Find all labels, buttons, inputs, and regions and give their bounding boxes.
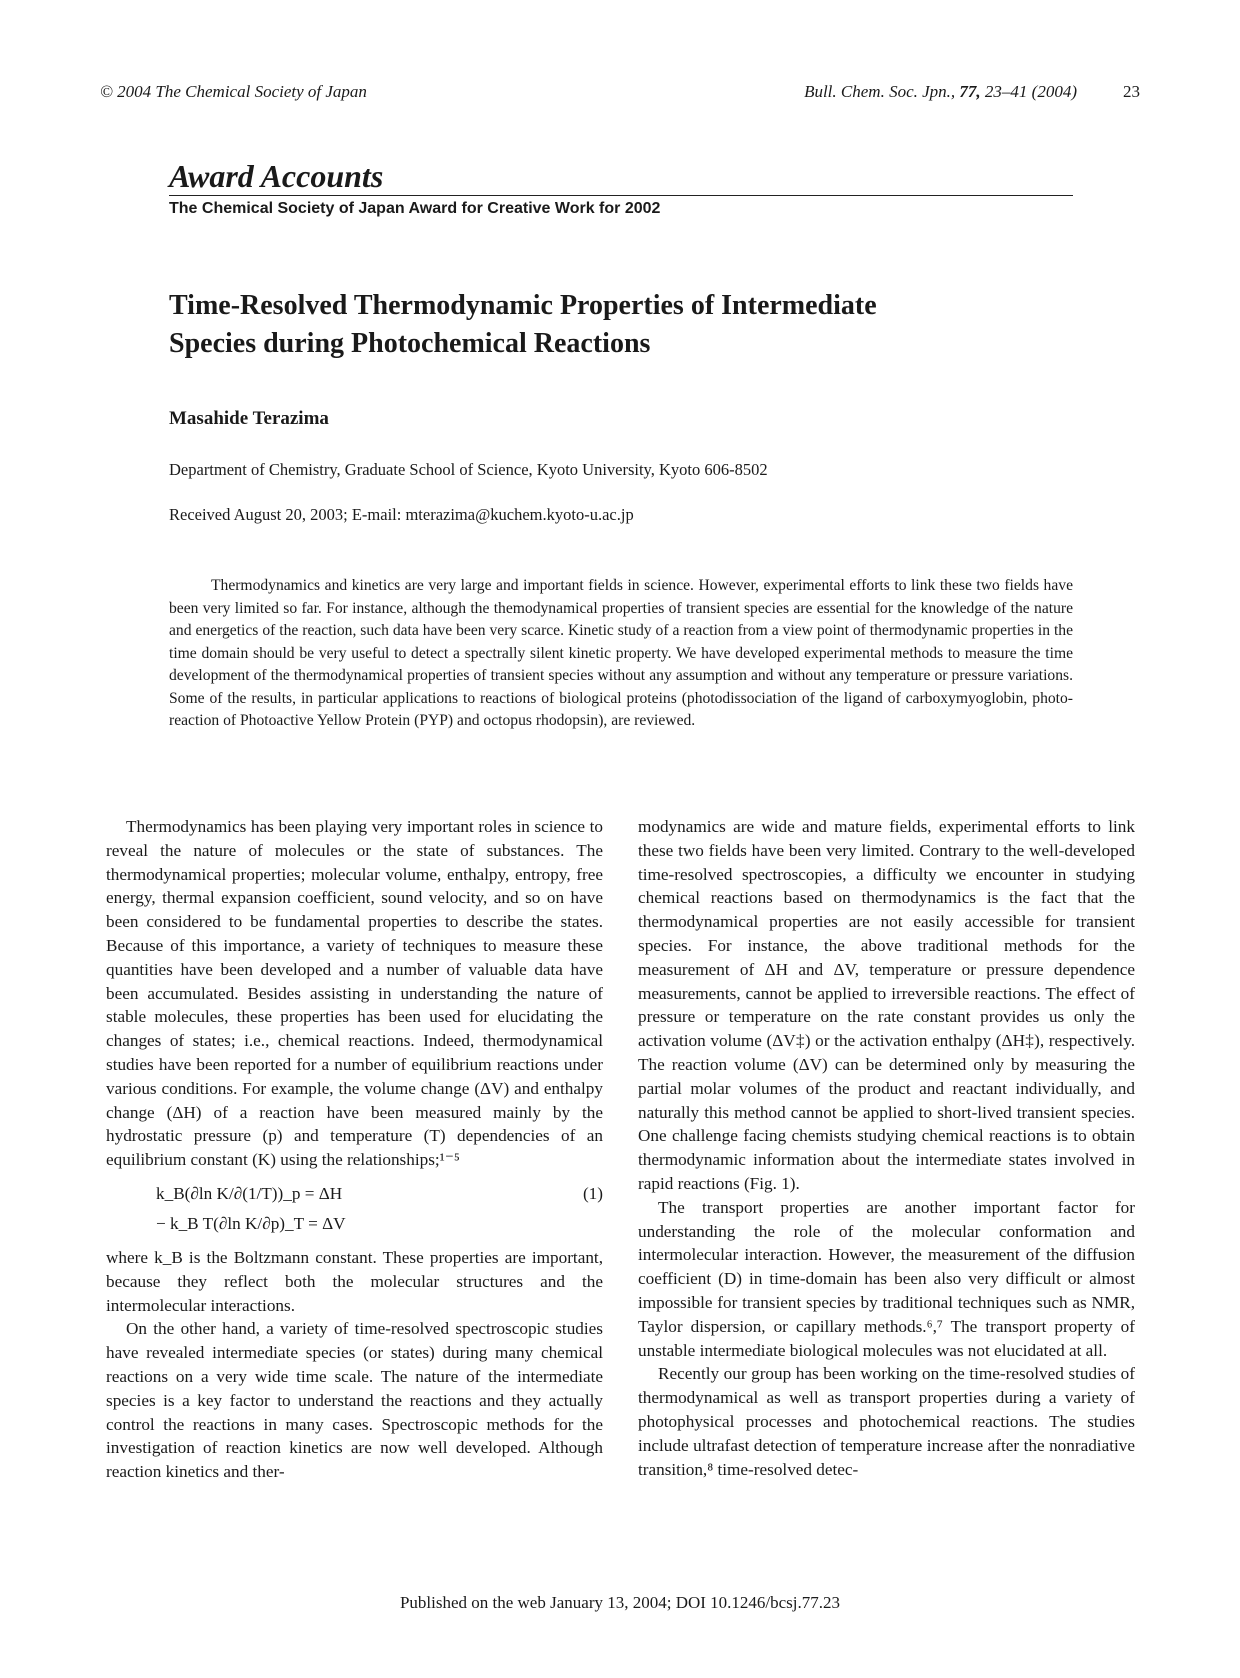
section-title: Award Accounts <box>169 158 1073 196</box>
author-name: Masahide Terazima <box>169 408 329 429</box>
received-line: Received August 20, 2003; E-mail: mterazima@kuchem.kyoto-u.ac.jp <box>169 505 634 524</box>
body-paragraph: Recently our group has been working on the time-resolved studies of thermodynamical as well as transport properties during a variety of photophysical processes and photochemical reactions. The studies include ultrafast detection of temperature increase after the nonradiative transition,⁸ time-resolved detec- <box>638 1364 1135 1479</box>
paper-title-line1: Time-Resolved Thermodynamic Properties of Intermediate <box>169 290 877 321</box>
equation-line-1: k_B(∂ln K/∂(1/T))_p = ΔH <box>156 1183 343 1203</box>
body-column-left <box>106 815 603 1484</box>
paper-title-line2: Species during Photochemical Reactions <box>169 328 651 359</box>
body-paragraph: On the other hand, a variety of time-resolved spectroscopic studies have revealed intermediate species (or states) during many chemical reactions on a very wide time scale. The nature of the intermediate species is a key factor to understand the reactions and they actually control the reactions in many cases. Spectroscopic methods for the investigation of reaction kinetics are now well developed. Although reaction kinetics and ther- <box>106 1319 603 1482</box>
journal-volume: 77, <box>959 82 981 101</box>
body-paragraph: Thermodynamics has been playing very important roles in science to reveal the nature of molecules or the state of substances. The thermodynamical properties; molecular volume, enthalpy, entropy, free energy, thermal expansion coefficient, sound velocity, and so on have been considered to be fundamental properties to describe the states. Because of this importance, a variety of techniques to measure these quantities have been developed and a number of valuable data have been accumulated. Besides assisting in understanding the nature of stable molecules, these properties has been used for elucidating the changes of states; i.e., chemical reactions. Indeed, thermodynamical studies have been reported for a number of equilibrium reactions under various conditions. For example, the volume change (ΔV) and enthalpy change (ΔH) of a reaction have been measured mainly by the hydrostatic pressure (p) and temperature (T) dependencies of an equilibrium constant (K) using the relationships;¹⁻⁵ <box>106 817 603 1170</box>
equation-number: (1) <box>582 1183 603 1203</box>
body-paragraph: where k_B is the Boltzmann constant. These properties are important, because they reflect both the molecular structures and the intermolecular interactions. <box>106 1247 603 1315</box>
section-header <box>169 158 1073 218</box>
journal-name: Bull. Chem. Soc. Jpn., <box>804 82 956 101</box>
body-paragraph: The transport properties are another important factor for understanding the role of the molecular conformation and intermolecular interaction. However, the measurement of the diffusion coefficient (D) in time-domain has been also very difficult or almost impossible for transient species by traditional techniques such as NMR, Taylor dispersion, or capillary methods.⁶,⁷ The transport property of unstable intermediate biological molecules was not elucidated at all. <box>638 1197 1135 1360</box>
body-column-right <box>638 815 1135 1481</box>
running-head <box>100 82 1140 106</box>
equation-line-2: − k_B T(∂ln K/∂p)_T = ΔV <box>156 1213 346 1233</box>
publication-footer: Published on the web January 13, 2004; DOI 10.1246/bcsj.77.23 <box>399 1593 841 1612</box>
section-subtitle: The Chemical Society of Japan Award for Creative Work for 2002 <box>169 200 661 217</box>
journal-citation <box>804 82 1077 102</box>
journal-pages-year: 23–41 (2004) <box>984 82 1077 101</box>
copyright-line: © 2004 The Chemical Society of Japan <box>100 82 367 101</box>
body-paragraph: modynamics are wide and mature fields, experimental efforts to link these two fields have been very limited. Contrary to the well-developed time-resolved spectroscopies, a difficulty we encounter in studying chemical reactions based on thermodynamics is the fact that the thermodynamical properties are not easily accessible for transient species. For instance, the above traditional methods for the measurement of ΔH and ΔV, temperature or pressure dependence measurements, cannot be applied to irreversible reactions. The effect of pressure or temperature on the rate constant provides us only the activation volume (ΔV‡) or the activation enthalpy (ΔH‡), respectively. The reaction volume (ΔV) can be determined only by measuring the partial molar volumes of the product and reactant individually, and naturally this method cannot be applied to short-lived transient species. One challenge facing chemists studying chemical reactions is to obtain thermodynamic information about the intermediate states involved in rapid reactions (Fig. 1). <box>638 817 1135 1193</box>
affiliation: Department of Chemistry, Graduate School of Science, Kyoto University, Kyoto 606-8502 <box>169 460 768 479</box>
equation-1 <box>106 1178 603 1238</box>
abstract: Thermodynamics and kinetics are very large and important fields in science. However, experimental efforts to link these two fields have been very limited so far. For instance, although the themodynamical properties of transient species are essential for the knowledge of the nature and energetics of the reaction, such data have been very scarce. Kinetic study of a reaction from a view point of thermodynamic properties in the time domain should be very useful to detect a spectrally silent kinetic property. We have developed experimental methods to measure the time development of the thermodynamical properties of transient species without any assumption and without any temperature or pressure variations. Some of the results, in particular applications to reactions of biological proteins (photodissociation of the ligand of carboxymyoglobin, photo-reaction of Photoactive Yellow Protein (PYP) and octopus rhodopsin), are reviewed. <box>169 577 1073 729</box>
paper-title <box>169 287 989 363</box>
page-number: 23 <box>1123 82 1140 101</box>
